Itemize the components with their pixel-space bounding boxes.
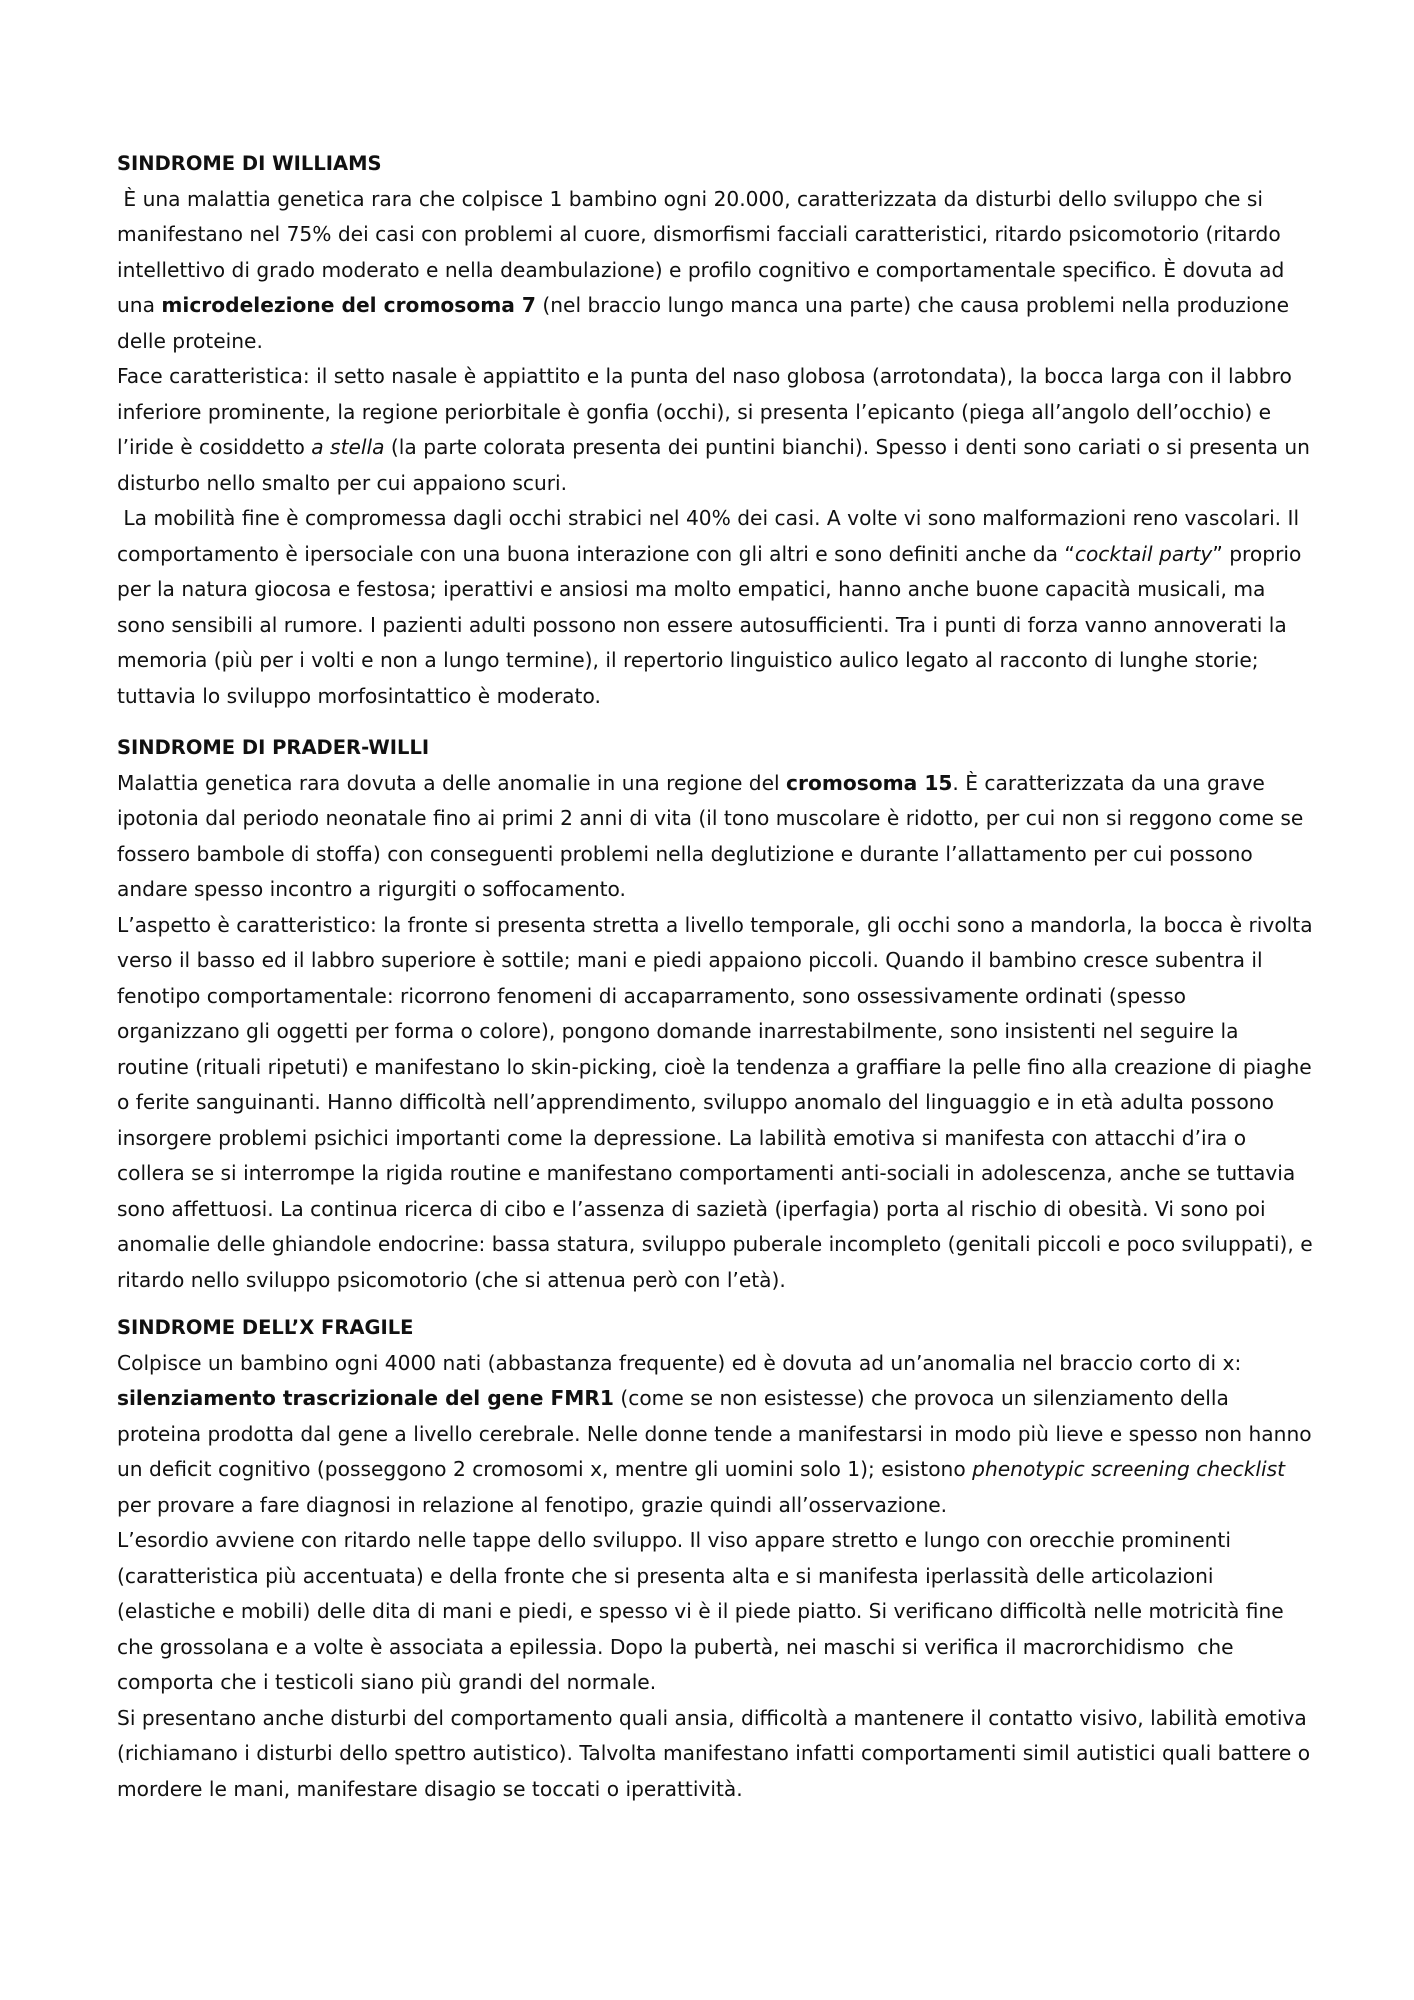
section-prader-willi (117, 730, 1320, 1298)
paragraph (117, 359, 1317, 501)
paragraph (117, 1523, 1314, 1701)
italic-text-run: phenotypic screening checklist (972, 1457, 1286, 1481)
text-run: Colpisce un bambino ogni 4000 nati (abbastanza frequente) ed è dovuta ad un’anomalia nel braccio corto di x: (117, 1350, 1248, 1375)
text-run: ” proprio per la natura giocosa e festosa; iperattivi e ansiosi ma molto empatici, hanno anche buone capacità musicali, ma sono sensibili al rumore. I pazienti adulti possono non essere autosufficienti. Tra i punti di forza vanno annoverati la memoria (più per i volti e non a lungo termine), il repertorio linguistico aulico legato al racconto di lunghe storie; tuttavia lo sviluppo morfosintattico è moderato. (117, 541, 1308, 708)
section-heading: SINDROME DELL’X FRAGILE (117, 1316, 414, 1339)
text-run: (come se non esistesse) che provoca un silenziamento della proteina prodotta dal gene a livello cerebrale. Nelle donne tende a manifestarsi in modo più lieve e spesso non hanno un deficit cognitivo (posseggono 2 cromosomi x, mentre gli uomini solo 1); esistono (117, 1386, 1319, 1481)
italic-text-run: a stella (311, 435, 385, 459)
text-run: . È caratterizzata da una grave ipotonia dal periodo neonatale fino ai primi 2 anni di vita (il tono muscolare è ridotto, per cui non si reggono come se fossero bambole di stoffa) con conseguenti problemi nella deglutizione e durante l’allattamento per cui possono andare spesso incontro a rigurgiti o soffocamento. (117, 770, 1310, 901)
section-williams (117, 146, 1317, 714)
paragraph (117, 501, 1314, 714)
bold-text-run: microdelezione del cromosoma 7 (161, 293, 536, 317)
text-run: per provare a fare diagnosi in relazione al fenotipo, grazie quindi all’osservazione. (117, 1457, 1292, 1517)
section-spacer (117, 714, 1314, 730)
bold-text-run: cromosoma 15 (786, 770, 953, 795)
section-heading: SINDROME DI WILLIAMS (117, 152, 382, 175)
text-run: È una malattia genetica rara che colpisce 1 bambino ogni 20.000, caratterizzata da disturbi dello sviluppo che si manifestano nel 75% dei casi con problemi al cuore, dismorfismi facciali caratteristici, ritardo psicomotorio (ritardo intellettivo di grado moderato e nella deambulazione) e profilo cognitivo e comportamentale specifico. È dovuta ad una (117, 186, 1291, 317)
text-run: L’esordio avviene con ritardo nelle tappe dello sviluppo. Il viso appare stretto e lungo con orecchie prominenti (caratteristica più accentuata) e della fronte che si presenta alta e si manifesta iperlassità delle articolazioni (elastiche e mobili) delle dita di mani e piedi, e spesso vi è il piede piatto. Si verificano difficoltà nelle motricità fine che grossolana e a volte è associata a epilessia. Dopo la pubertà, nei maschi si verifica il macrorchidismo che comporta che i testicoli siano più grandi del normale. (117, 1528, 1291, 1694)
text-run: (la parte colorata presenta dei puntini bianchi). Spesso i denti sono cariati o si presenta un disturbo nello smalto per cui appaiono scuri. (117, 435, 1317, 495)
bold-text-run: silenziamento trascrizionale del gene FMR1 (117, 1386, 614, 1410)
section-spacer (117, 1298, 1314, 1310)
paragraph (117, 908, 1320, 1299)
text-run: Malattia genetica rara dovuta a delle anomalie in una regione del (117, 770, 787, 795)
text-run: Face caratteristica: il setto nasale è appiattito e la punta del naso globosa (arrotondata), la bocca larga con il labbro inferiore prominente, la regione periorbitale è gonfia (occhi), si presenta l’epicanto (piega all’angolo dell’occhio) e l’iride è cosiddetto (117, 364, 1299, 459)
paragraph (117, 766, 1314, 908)
italic-text-run: cocktail party (1074, 541, 1213, 566)
text-run: La mobilità fine è compromessa dagli occhi strabici nel 40% dei casi. A volte vi sono malformazioni reno vascolari. Il comportamento è ipersociale con una buona interazione con gli altri e sono definiti anche da “ (117, 506, 1306, 566)
section-x-fragile (117, 1310, 1319, 1807)
text-run: L’aspetto è caratteristico: la fronte si presenta stretta a livello temporale, gli occhi sono a mandorla, la bocca è rivolta verso il basso ed il labbro superiore è sottile; mani e piedi appaiono piccoli. Quando il bambino cresce subentra il fenotipo comportamentale: ricorrono fenomeni di accaparramento, sono ossessivamente ordinati (spesso organizzano gli oggetti per forma o colore), pongono domande inarrestabilmente, sono insistenti nel seguire la routine (rituali ripetuti) e manifestano lo skin-picking, cioè la tendenza a graffiare la pelle fino alla creazione di piaghe o ferite sanguinanti. Hanno difficoltà nell’apprendimento, sviluppo anomalo del linguaggio e in età adulta possono insorgere problemi psichici importanti come la depressione. La labilità emotiva si manifesta con attacchi d’ira o collera se si interrompe la rigida routine e manifestano comportamenti anti-sociali in adolescenza, anche se tuttavia sono affettuosi. La continua ricerca di cibo e l’assenza di sazietà (iperfagia) porta al rischio di obesità. Vi sono poi anomalie delle ghiandole endocrine: bassa statura, sviluppo puberale incompleto (genitali piccoli e poco sviluppati), e ritardo nello sviluppo psicomotorio (che si attenua però con l’età). (117, 912, 1320, 1292)
text-run: (nel braccio lungo manca una parte) che causa problemi nella produzione delle proteine. (117, 293, 1296, 353)
paragraph (117, 1346, 1319, 1524)
section-heading: SINDROME DI PRADER-WILLI (117, 736, 430, 759)
paragraph (117, 1701, 1317, 1808)
text-run: Si presentano anche disturbi del comportamento quali ansia, difficoltà a mantenere il contatto visivo, labilità emotiva (richiamano i disturbi dello spettro autistico). Talvolta manifestano infatti comportamenti simil autistici quali battere o mordere le mani, manifestare disagio se toccati o iperattività. (117, 1705, 1317, 1801)
paragraph (117, 182, 1314, 360)
